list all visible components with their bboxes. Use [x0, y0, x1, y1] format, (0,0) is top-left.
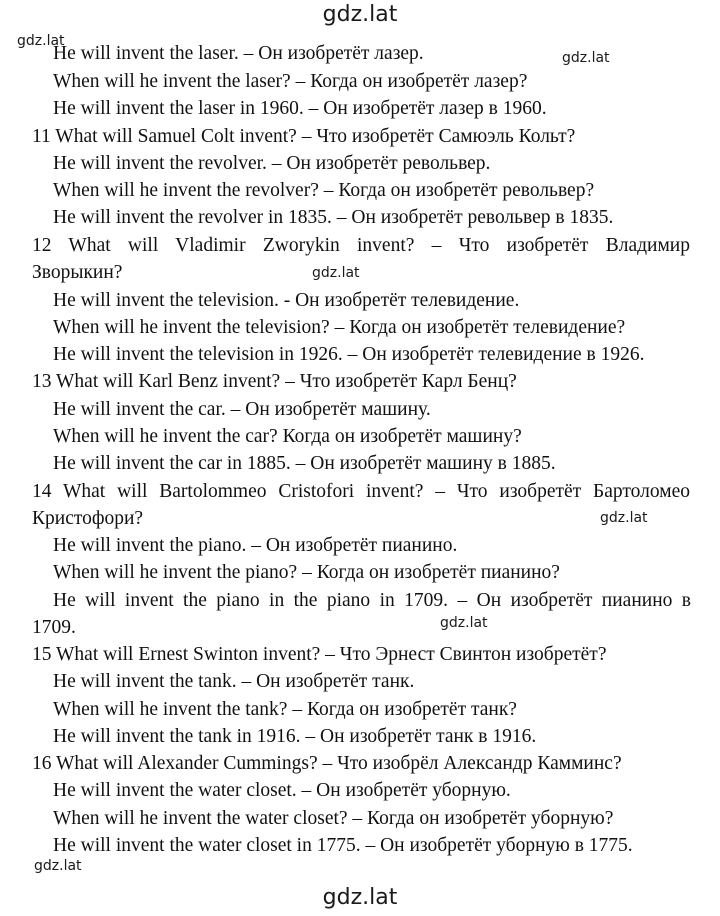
- watermark-bottom: gdz.lat: [322, 885, 398, 910]
- item-heading-cont: Зворыкин?: [32, 262, 123, 283]
- text-line: He will invent the piano. – Он изобретёт пианино.: [53, 535, 458, 556]
- text-line: He will invent the car in 1885. – Он изобретёт машину в 1885.: [53, 453, 556, 474]
- watermark-top: gdz.lat: [322, 2, 398, 27]
- text-line: When will he invent the television? – Когда он изобретёт телевидение?: [53, 317, 626, 338]
- text-line: He will invent the laser. – Он изобретёт лазер.: [53, 43, 424, 64]
- text-line: He will invent the television in 1926. – Он изобретёт телевидение в 1926.: [53, 344, 645, 365]
- text-line: When will he invent the car? Когда он изобретёт машину?: [53, 426, 522, 447]
- watermark-small: gdz.lat: [312, 265, 360, 281]
- text-line: He will invent the revolver. – Он изобретёт револьвер.: [53, 153, 491, 174]
- watermark-small: gdz.lat: [34, 858, 82, 874]
- item-heading: 14 What will Bartolommeo Cristofori invent? – Что изобретёт Бартоломео: [32, 481, 690, 502]
- watermark-small: gdz.lat: [440, 615, 488, 631]
- text-line: He will invent the car. – Он изобретёт машину.: [53, 399, 431, 420]
- item-heading: 13 What will Karl Benz invent? – Что изобретёт Карл Бенц?: [32, 371, 517, 392]
- text-line: When will he invent the revolver? – Когда он изобретёт револьвер?: [53, 180, 595, 201]
- item-heading-cont: Кристофори?: [32, 508, 144, 529]
- item-heading: 12 What will Vladimir Zworykin invent? – Что изобретёт Владимир: [32, 235, 690, 256]
- item-heading: 16 What will Alexander Cummings? – Что изобрёл Александр Камминс?: [32, 753, 622, 774]
- text-line: He will invent the tank in 1916. – Он изобретёт танк в 1916.: [53, 726, 537, 747]
- text-line: He will invent the revolver in 1835. – Он изобретёт револьвер в 1835.: [53, 207, 614, 228]
- text-line: When will he invent the water closet? – Когда он изобретёт уборную?: [53, 808, 614, 829]
- text-line: When will he invent the laser? – Когда он изобретёт лазер?: [53, 71, 528, 92]
- text-line: He will invent the laser in 1960. – Он изобретёт лазер в 1960.: [53, 98, 547, 119]
- text-line: He will invent the water closet in 1775. – Он изобретёт уборную в 1775.: [53, 835, 633, 856]
- item-heading: 11 What will Samuel Colt invent? – Что изобретёт Самюэль Кольт?: [32, 126, 576, 147]
- text-line-cont: 1709.: [32, 617, 76, 638]
- watermark-small: gdz.lat: [562, 50, 610, 66]
- text-line: He will invent the tank. – Он изобретёт танк.: [53, 671, 415, 692]
- item-heading: 15 What will Ernest Swinton invent? – Что Эрнест Свинтон изобретёт?: [32, 644, 607, 665]
- text-line: He will invent the water closet. – Он изобретёт уборную.: [53, 780, 511, 801]
- text-line: He will invent the piano in the piano in 1709. – Он изобретёт пианино в: [53, 590, 691, 611]
- text-line: He will invent the television. - Он изобретёт телевидение.: [53, 290, 520, 311]
- text-line: When will he invent the piano? – Когда он изобретёт пианино?: [53, 562, 560, 583]
- watermark-small: gdz.lat: [600, 510, 648, 526]
- watermark-small: gdz.lat: [17, 33, 65, 49]
- text-line: When will he invent the tank? – Когда он изобретёт танк?: [53, 699, 517, 720]
